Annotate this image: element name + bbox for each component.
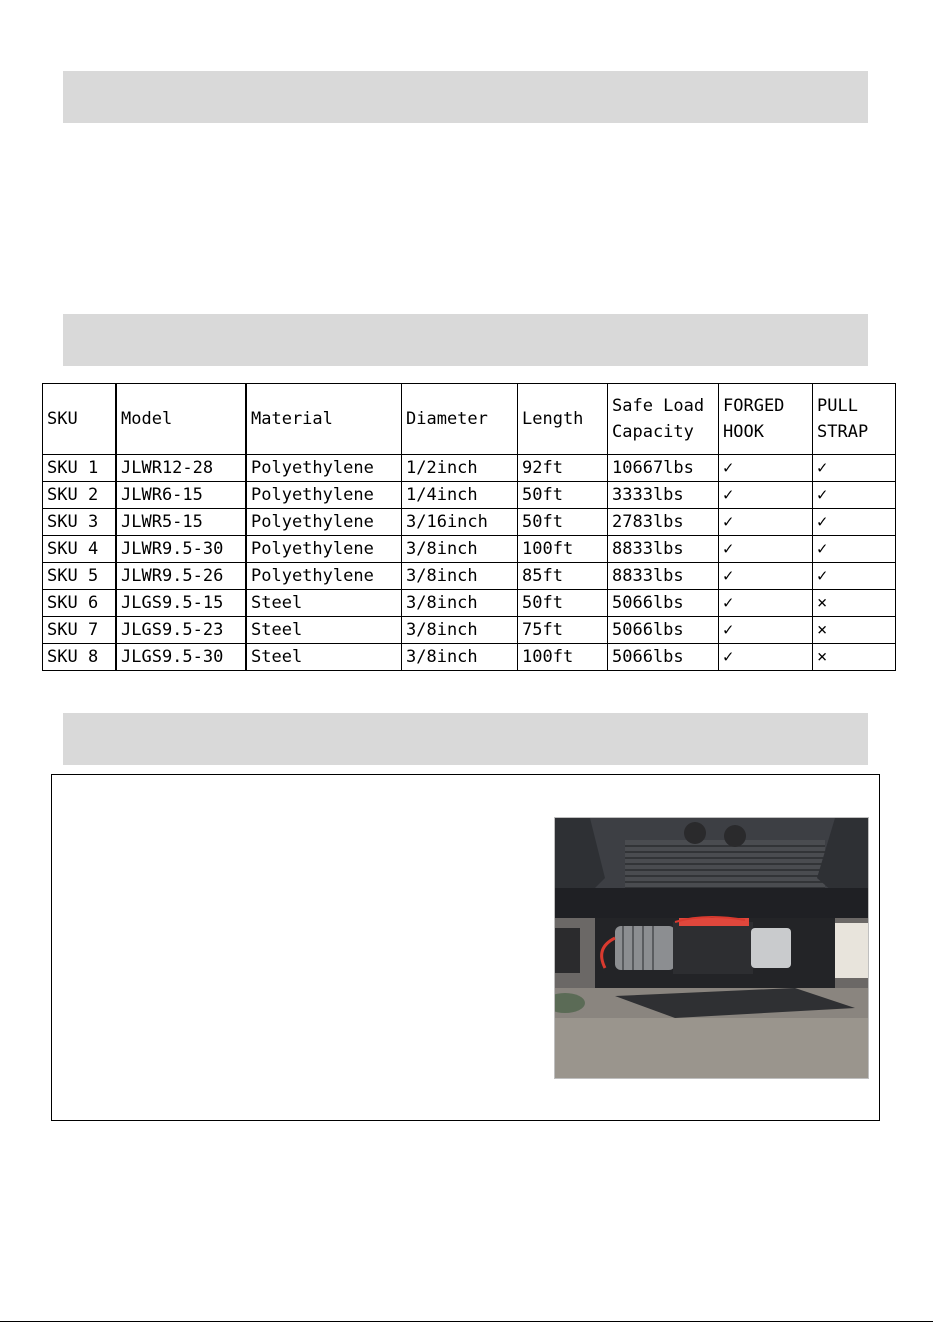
page-bottom-rule <box>0 1321 933 1322</box>
cell-sku: SKU 8 <box>43 644 117 671</box>
cell-pull-strap: × <box>813 590 896 617</box>
cell-pull-strap: ✓ <box>813 536 896 563</box>
cell-forged-hook: ✓ <box>719 644 813 671</box>
cell-material: Polyethylene <box>246 455 402 482</box>
table-row <box>43 482 896 509</box>
cell-pull-strap: × <box>813 644 896 671</box>
table-row <box>43 455 896 482</box>
cell-forged-hook: ✓ <box>719 509 813 536</box>
table-header-row <box>43 384 896 455</box>
cell-material: Steel <box>246 590 402 617</box>
cell-model: JLGS9.5-23 <box>116 617 246 644</box>
cell-safe-load: 2783lbs <box>608 509 719 536</box>
cell-sku: SKU 5 <box>43 563 117 590</box>
cell-model: JLWR9.5-26 <box>116 563 246 590</box>
table-row <box>43 644 896 671</box>
header-diameter: Diameter <box>402 384 518 455</box>
cell-safe-load: 8833lbs <box>608 536 719 563</box>
cell-sku: SKU 7 <box>43 617 117 644</box>
header-pull-strap: PULL STRAP <box>813 384 896 455</box>
cell-length: 75ft <box>518 617 608 644</box>
table-row <box>43 536 896 563</box>
cell-material: Polyethylene <box>246 509 402 536</box>
header-safe-load: Safe Load Capacity <box>608 384 719 455</box>
cell-safe-load: 5066lbs <box>608 644 719 671</box>
cell-length: 100ft <box>518 644 608 671</box>
cell-sku: SKU 3 <box>43 509 117 536</box>
cell-diameter: 1/4inch <box>402 482 518 509</box>
cell-forged-hook: ✓ <box>719 617 813 644</box>
cell-forged-hook: ✓ <box>719 563 813 590</box>
section-header-bar-3 <box>63 713 868 765</box>
cell-sku: SKU 6 <box>43 590 117 617</box>
cell-model: JLWR9.5-30 <box>116 536 246 563</box>
winch-installation-photo <box>554 817 869 1079</box>
cell-diameter: 1/2inch <box>402 455 518 482</box>
photo-illustration <box>555 818 869 1079</box>
table-row <box>43 563 896 590</box>
cell-forged-hook: ✓ <box>719 482 813 509</box>
cell-length: 50ft <box>518 590 608 617</box>
cell-length: 92ft <box>518 455 608 482</box>
cell-forged-hook: ✓ <box>719 590 813 617</box>
header-material: Material <box>246 384 402 455</box>
cell-safe-load: 8833lbs <box>608 563 719 590</box>
section-header-bar-2 <box>63 314 868 366</box>
cell-sku: SKU 2 <box>43 482 117 509</box>
cell-material: Polyethylene <box>246 563 402 590</box>
cell-model: JLWR12-28 <box>116 455 246 482</box>
cell-forged-hook: ✓ <box>719 455 813 482</box>
cell-diameter: 3/8inch <box>402 563 518 590</box>
cell-material: Polyethylene <box>246 482 402 509</box>
header-forged-hook: FORGED HOOK <box>719 384 813 455</box>
cell-material: Polyethylene <box>246 536 402 563</box>
cell-safe-load: 5066lbs <box>608 590 719 617</box>
cell-model: JLWR5-15 <box>116 509 246 536</box>
cell-pull-strap: ✓ <box>813 455 896 482</box>
table-row <box>43 509 896 536</box>
cell-safe-load: 5066lbs <box>608 617 719 644</box>
cell-model: JLGS9.5-15 <box>116 590 246 617</box>
table-row <box>43 590 896 617</box>
product-spec-table <box>42 383 896 671</box>
cell-diameter: 3/8inch <box>402 617 518 644</box>
cell-length: 85ft <box>518 563 608 590</box>
cell-sku: SKU 4 <box>43 536 117 563</box>
cell-diameter: 3/8inch <box>402 590 518 617</box>
cell-diameter: 3/8inch <box>402 644 518 671</box>
cell-pull-strap: ✓ <box>813 563 896 590</box>
header-length: Length <box>518 384 608 455</box>
cell-forged-hook: ✓ <box>719 536 813 563</box>
cell-diameter: 3/16inch <box>402 509 518 536</box>
cell-pull-strap: ✓ <box>813 482 896 509</box>
section-header-bar-1 <box>63 71 868 123</box>
cell-safe-load: 10667lbs <box>608 455 719 482</box>
header-sku: SKU <box>43 384 117 455</box>
cell-model: JLWR6-15 <box>116 482 246 509</box>
cell-diameter: 3/8inch <box>402 536 518 563</box>
header-model: Model <box>116 384 246 455</box>
cell-length: 50ft <box>518 482 608 509</box>
cell-length: 100ft <box>518 536 608 563</box>
cell-length: 50ft <box>518 509 608 536</box>
cell-safe-load: 3333lbs <box>608 482 719 509</box>
cell-material: Steel <box>246 617 402 644</box>
cell-material: Steel <box>246 644 402 671</box>
cell-sku: SKU 1 <box>43 455 117 482</box>
table-row <box>43 617 896 644</box>
cell-pull-strap: × <box>813 617 896 644</box>
cell-pull-strap: ✓ <box>813 509 896 536</box>
cell-model: JLGS9.5-30 <box>116 644 246 671</box>
